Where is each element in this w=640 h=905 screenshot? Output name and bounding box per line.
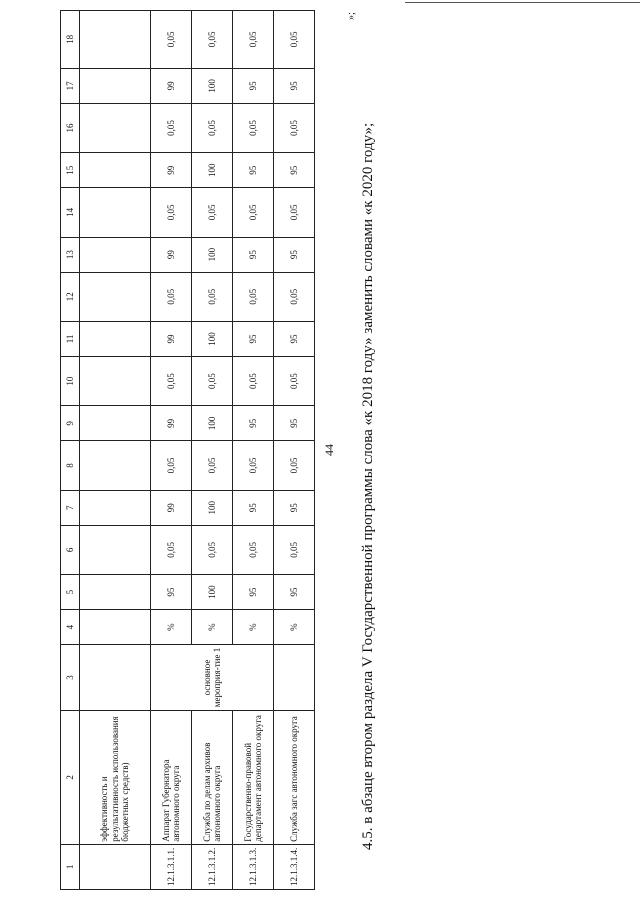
- value-cell: 99: [151, 153, 192, 188]
- indicator-table: [60, 10, 315, 890]
- empty-cell: [80, 406, 151, 441]
- row-code: 12.1.3.1.4.: [274, 844, 315, 889]
- empty-cell: [80, 68, 151, 103]
- value-cell: 99: [151, 321, 192, 356]
- column-number: 10: [61, 356, 80, 405]
- value-cell: 0,05: [192, 103, 233, 152]
- value-cell: 95: [233, 153, 274, 188]
- value-cell: 95: [151, 575, 192, 610]
- value-cell: 95: [274, 575, 315, 610]
- column-number: 18: [61, 11, 80, 69]
- empty-cell: [80, 321, 151, 356]
- row-name: Служба по делам архивов автономного округа: [192, 710, 233, 844]
- column-number: 13: [61, 237, 80, 272]
- row-name: Служба загс автономного округа: [274, 710, 315, 844]
- row-code: 12.1.3.1.2.: [192, 844, 233, 889]
- value-cell: 95: [233, 321, 274, 356]
- column-number: 17: [61, 68, 80, 103]
- value-cell: 0,05: [151, 272, 192, 321]
- column-number: 15: [61, 153, 80, 188]
- empty-cell: [80, 103, 151, 152]
- row-name: Аппарат Губернатора автономного округа: [151, 710, 192, 844]
- row-code: 12.1.3.1.3.: [233, 844, 274, 889]
- value-cell: 100: [192, 68, 233, 103]
- value-cell: 100: [192, 153, 233, 188]
- value-cell: 95: [274, 321, 315, 356]
- value-cell: 100: [192, 321, 233, 356]
- amendment-paragraph: 4.5. в абзаце втором раздела V Государственной программы слова «к 2018 году» заменить словами «к 2020 году»;: [360, 122, 376, 850]
- empty-cell: [80, 610, 151, 645]
- table-row: [233, 11, 274, 890]
- column-number: 7: [61, 490, 80, 525]
- value-cell: 0,05: [151, 11, 192, 69]
- column-number: 3: [61, 645, 80, 711]
- value-cell: 99: [151, 406, 192, 441]
- continuation-row: [80, 11, 151, 890]
- table-row: [192, 11, 233, 890]
- value-cell: 95: [233, 237, 274, 272]
- value-cell: 0,05: [274, 188, 315, 237]
- value-cell: 0,05: [192, 525, 233, 574]
- empty-cell: [80, 272, 151, 321]
- value-cell: 0,05: [233, 356, 274, 405]
- empty-cell: [80, 525, 151, 574]
- value-cell: 0,05: [192, 188, 233, 237]
- value-cell: 95: [274, 406, 315, 441]
- column-number: 12: [61, 272, 80, 321]
- value-cell: 0,05: [233, 441, 274, 490]
- value-cell: 95: [233, 406, 274, 441]
- column-number: 16: [61, 103, 80, 152]
- value-cell: 95: [274, 68, 315, 103]
- event-cell: [274, 645, 315, 711]
- empty-cell: [80, 237, 151, 272]
- column-number: 6: [61, 525, 80, 574]
- value-cell: 95: [274, 237, 315, 272]
- column-number: 14: [61, 188, 80, 237]
- event-cell: [80, 645, 151, 711]
- unit-cell: %: [274, 610, 315, 645]
- empty-cell: [80, 441, 151, 490]
- value-cell: 0,05: [274, 356, 315, 405]
- value-cell: 99: [151, 237, 192, 272]
- table-row: [151, 11, 192, 890]
- value-cell: 95: [233, 68, 274, 103]
- value-cell: 0,05: [274, 272, 315, 321]
- value-cell: 0,05: [274, 441, 315, 490]
- row-name: Государственно-правовой департамент автономного округа: [233, 710, 274, 844]
- value-cell: 100: [192, 406, 233, 441]
- indicator-text: эффективность и результативность использования бюджетных средств): [80, 710, 151, 844]
- value-cell: 0,05: [192, 272, 233, 321]
- indicator-table-body: [61, 11, 315, 890]
- table-row: [274, 11, 315, 890]
- value-cell: 0,05: [151, 525, 192, 574]
- value-cell: 99: [151, 490, 192, 525]
- unit-cell: %: [192, 610, 233, 645]
- column-number: 9: [61, 406, 80, 441]
- row-code: 12.1.3.1.1.: [151, 844, 192, 889]
- empty-cell: [80, 11, 151, 69]
- value-cell: 0,05: [233, 525, 274, 574]
- rotated-page-content: [60, 10, 580, 890]
- value-cell: 0,05: [192, 356, 233, 405]
- value-cell: 0,05: [233, 103, 274, 152]
- page-number: 44: [322, 444, 336, 456]
- unit-cell: %: [151, 610, 192, 645]
- value-cell: 0,05: [233, 11, 274, 69]
- table-closing-marks: »;: [346, 12, 357, 20]
- value-cell: 95: [274, 153, 315, 188]
- value-cell: 95: [233, 575, 274, 610]
- value-cell: 0,05: [151, 441, 192, 490]
- empty-cell: [80, 153, 151, 188]
- column-number: 8: [61, 441, 80, 490]
- value-cell: 0,05: [192, 441, 233, 490]
- column-number: 1: [61, 844, 80, 889]
- value-cell: 100: [192, 575, 233, 610]
- code-cell: [80, 844, 151, 889]
- header-number-row: [61, 11, 80, 890]
- value-cell: 99: [151, 68, 192, 103]
- value-cell: 95: [274, 490, 315, 525]
- empty-cell: [80, 575, 151, 610]
- empty-cell: [80, 356, 151, 405]
- value-cell: 0,05: [274, 103, 315, 152]
- value-cell: 0,05: [151, 188, 192, 237]
- value-cell: 95: [233, 490, 274, 525]
- value-cell: 0,05: [233, 188, 274, 237]
- top-rule: [405, 2, 640, 3]
- value-cell: 0,05: [151, 103, 192, 152]
- empty-cell: [80, 188, 151, 237]
- empty-cell: [80, 490, 151, 525]
- value-cell: 0,05: [274, 11, 315, 69]
- value-cell: 0,05: [233, 272, 274, 321]
- value-cell: 0,05: [274, 525, 315, 574]
- value-cell: 0,05: [151, 356, 192, 405]
- unit-cell: %: [233, 610, 274, 645]
- value-cell: 0,05: [192, 11, 233, 69]
- column-number: 2: [61, 710, 80, 844]
- event-label: основное мероприя-тие 1: [151, 645, 274, 711]
- column-number: 5: [61, 575, 80, 610]
- column-number: 11: [61, 321, 80, 356]
- column-number: 4: [61, 610, 80, 645]
- value-cell: 100: [192, 237, 233, 272]
- value-cell: 100: [192, 490, 233, 525]
